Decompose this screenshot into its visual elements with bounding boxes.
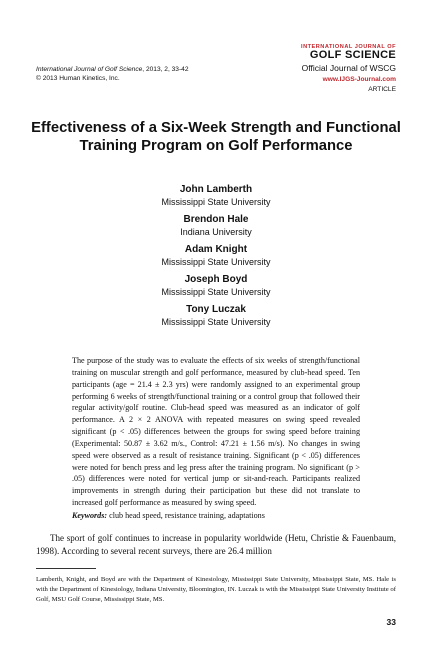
author-footnote: Lamberth, Knight, and Boyd are with the Department of Kinesiology, Mississippi State University, Mississippi State, MS. Hale is with the Department of Kinesiology, Indiana University, Bloomington, IN. Luczak is with the Mississippi State University Institute of Golf, MSU Golf Course, Mississippi State, MS. bbox=[36, 576, 396, 604]
citation-detail: , 2013, 2, 33-42 bbox=[142, 66, 189, 73]
journal-citation bbox=[36, 65, 189, 83]
author-block bbox=[0, 243, 432, 268]
keywords-line bbox=[72, 510, 360, 521]
journal-logo-block bbox=[301, 44, 396, 93]
author-name: Adam Knight bbox=[184, 244, 248, 255]
logo-main-text: GOLF SCIENCE bbox=[309, 49, 396, 61]
author-affiliation: Mississippi State University bbox=[161, 287, 271, 297]
keywords-text: club head speed, resistance training, adaptations bbox=[109, 511, 265, 520]
citation-line bbox=[36, 65, 189, 74]
body-paragraph: The sport of golf continues to increase in popularity worldwide (Hetu, Christie & Fauenbaum, 1998). According to several recent surveys, there are 26.4 million bbox=[36, 533, 396, 556]
author-name: Brendon Hale bbox=[183, 214, 249, 225]
author-block bbox=[0, 183, 432, 208]
logo-top-text: INTERNATIONAL JOURNAL OF bbox=[301, 44, 396, 50]
abstract-text: The purpose of the study was to evaluate the effects of six weeks of strength/functional training on muscular strength and golf performance, measured by club-head speed. Ten participants (age = 21.4 ± 2.3 yrs) were randomly assigned to an experimental group performing 6 weeks of strength/functional training or a control group that followed their regular activity/golf routine. Club-head speed was measured as an indicator of golf performance. A 2 × 2 ANOVA with repeated measures on swing speed revealed significant (p < .05) differences between the groups for swing speed before training (Experimental: 50.87 ± 3.62 m/s., Control: 47.21 ± 1.56 m/s). No changes in swing speed were observed as a result of resistance training. Significant (p < .05) differences were noted for bench press and leg press after the training program. No significant (p > .05) differences were noted for vertical jump or sit-and-reach. Participants realized improvements in strength during their participation but these did not translate to increased golf performance as measured by swing speed. bbox=[72, 356, 360, 508]
author-name: Joseph Boyd bbox=[184, 274, 248, 285]
author-block bbox=[0, 303, 432, 328]
author-affiliation: Mississippi State University bbox=[161, 197, 271, 207]
author-affiliation: Indiana University bbox=[180, 227, 252, 237]
article-type-label: ARTICLE bbox=[368, 86, 396, 93]
footnote-divider bbox=[36, 568, 96, 569]
journal-name: International Journal of Golf Science bbox=[36, 66, 143, 73]
author-block bbox=[0, 213, 432, 238]
author-affiliation: Mississippi State University bbox=[161, 257, 271, 267]
author-list bbox=[0, 183, 432, 333]
author-affiliation: Mississippi State University bbox=[161, 317, 271, 327]
official-journal-text: Official Journal of WSCG bbox=[301, 63, 396, 73]
article-title: Effectiveness of a Six-Week Strength and Functional Training Program on Golf Performance bbox=[31, 120, 401, 154]
author-block bbox=[0, 273, 432, 298]
page-number: 33 bbox=[386, 617, 396, 627]
keywords-label: Keywords: bbox=[72, 511, 108, 520]
author-name: John Lamberth bbox=[179, 184, 253, 195]
copyright-line: © 2013 Human Kinetics, Inc. bbox=[36, 75, 120, 82]
author-name: Tony Luczak bbox=[186, 304, 246, 315]
journal-url[interactable]: www.IJGS-Journal.com bbox=[322, 76, 396, 83]
